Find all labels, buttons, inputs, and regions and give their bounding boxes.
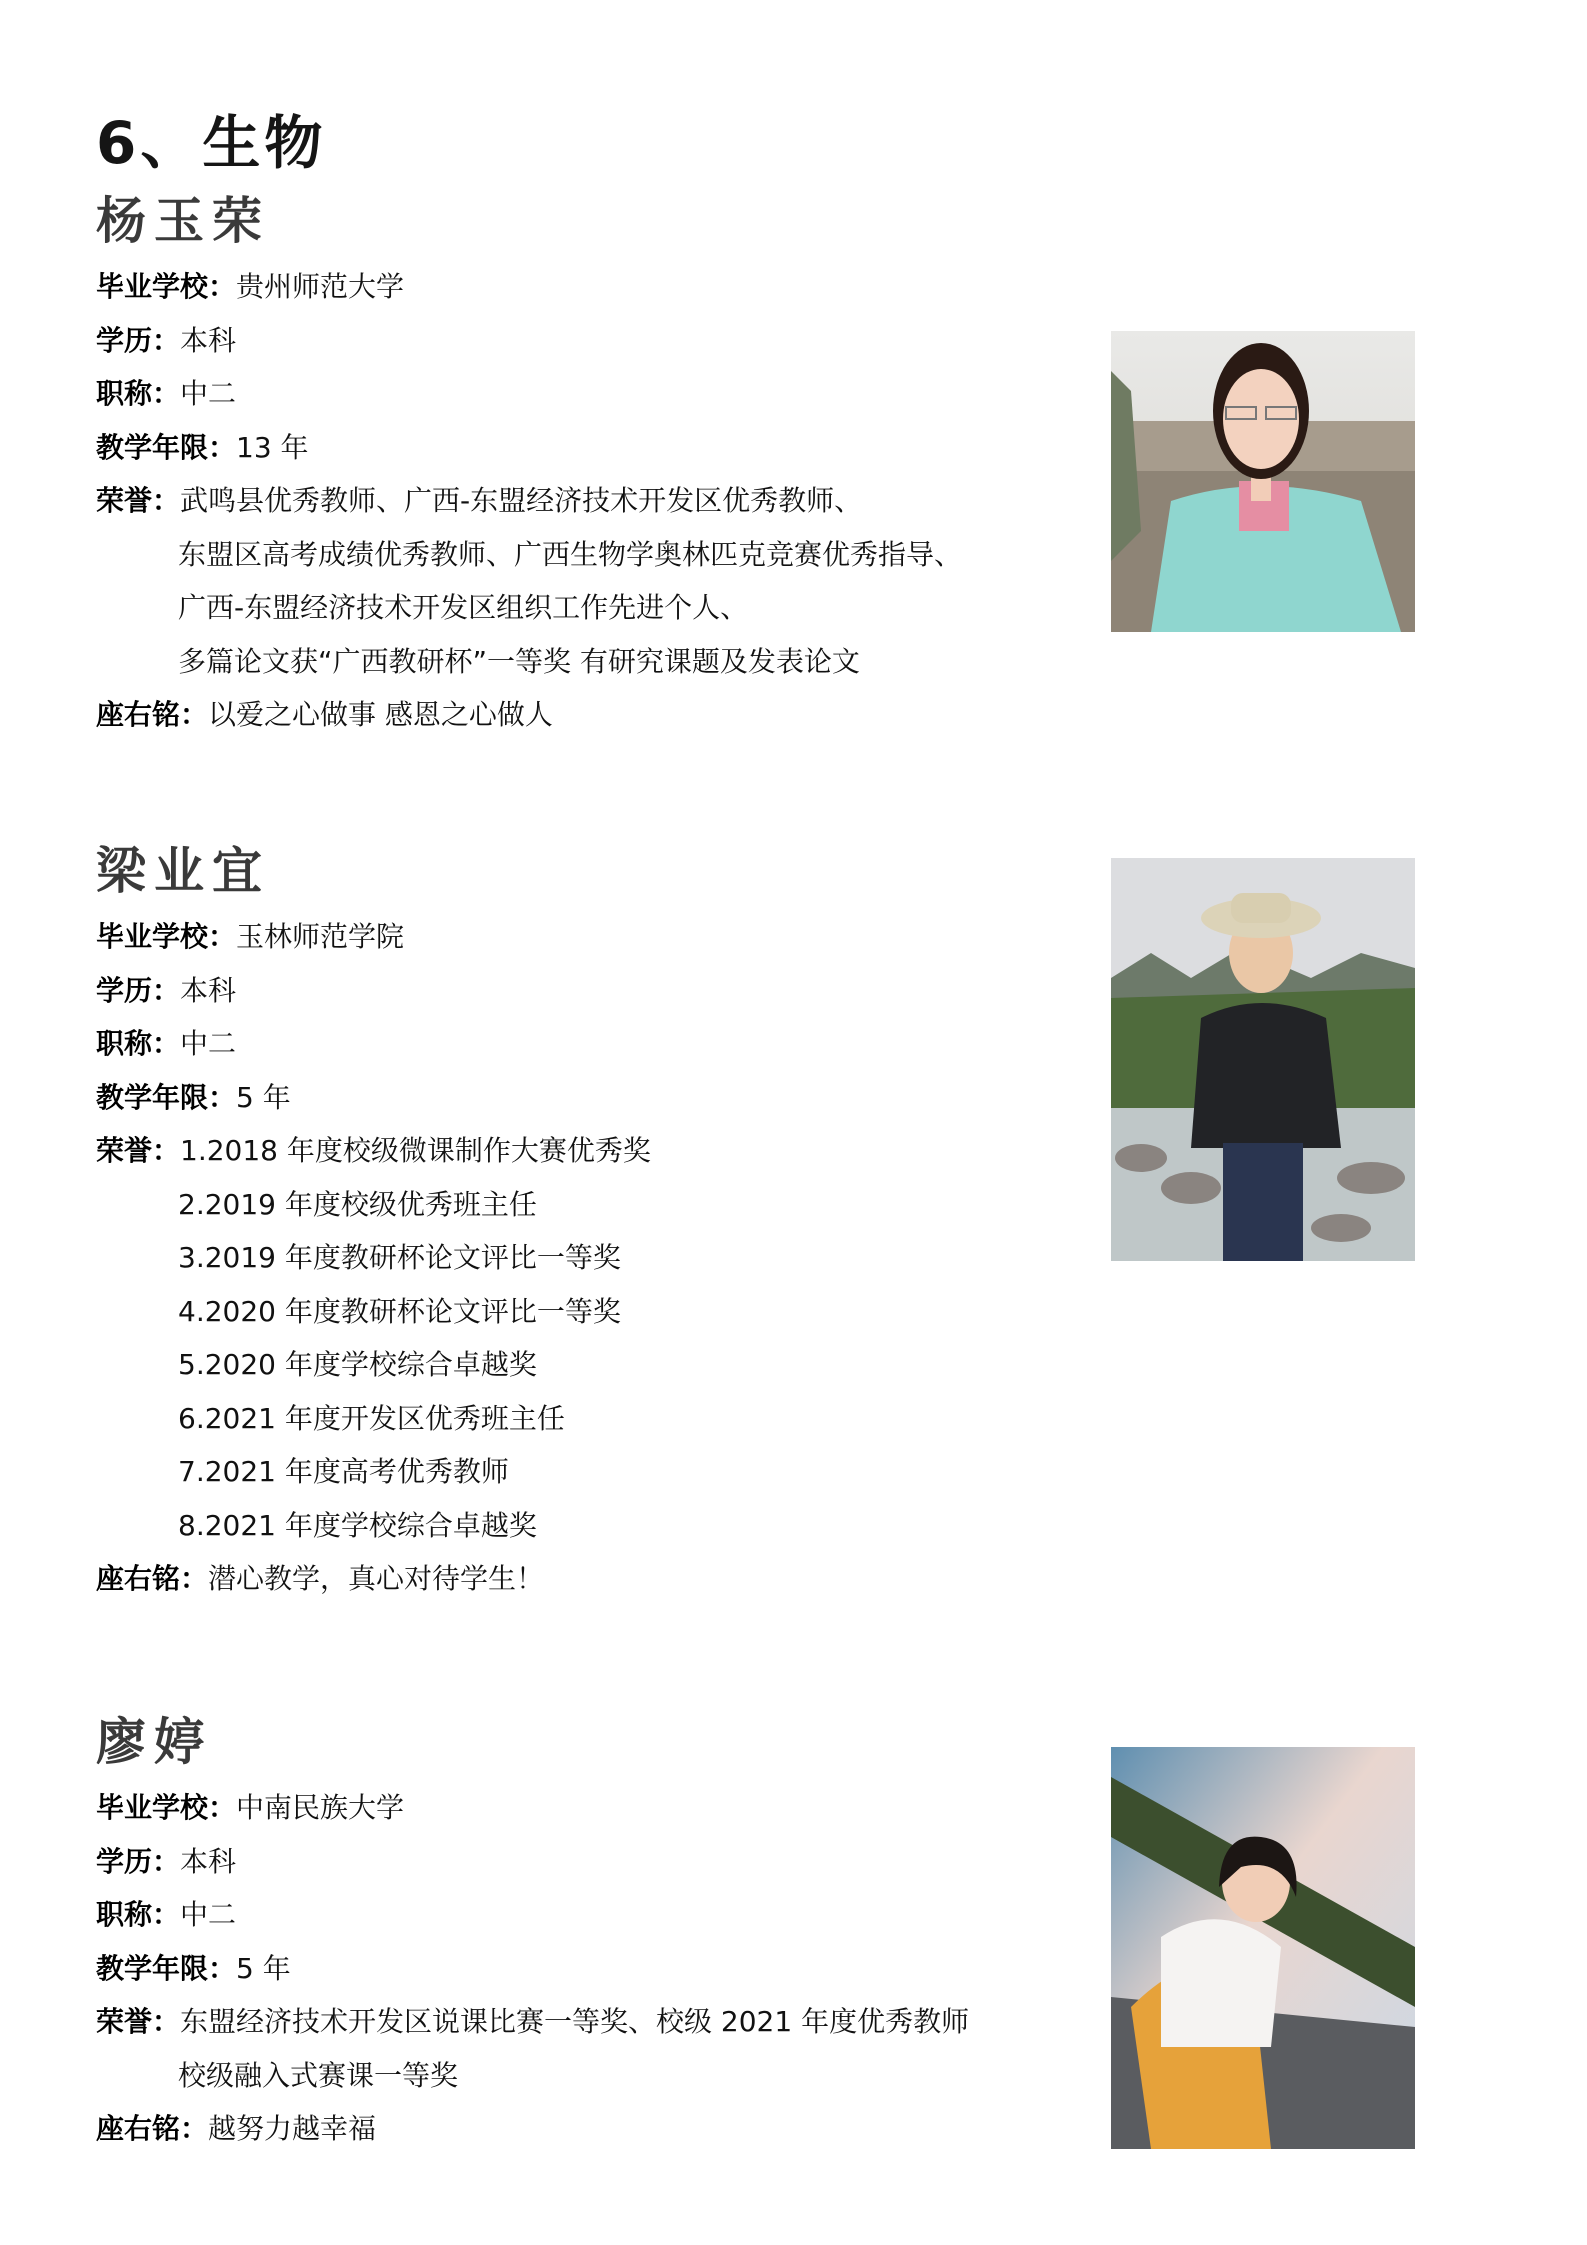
years-value: 5 年 (236, 1951, 291, 1985)
honors-row (96, 1995, 1116, 2049)
school-value: 玉林师范学院 (236, 920, 405, 953)
teacher-name: 廖婷 (96, 1712, 212, 1771)
title-value: 中二 (180, 1898, 237, 1931)
honor-item: 多篇论文获“广西教研杯”一等奖 有研究课题及发表论文 (178, 644, 860, 678)
school-value: 贵州师范大学 (236, 270, 405, 303)
title-label: 职称： (96, 1027, 181, 1060)
education-label: 学历： (96, 1844, 181, 1878)
title-row (96, 1017, 1116, 1071)
years-row (96, 421, 1116, 475)
honors-row (96, 1124, 1116, 1178)
years-label: 教学年限： (96, 1951, 237, 1985)
motto-value: 潜心教学，真心对待学生！ (208, 1562, 545, 1595)
education-label: 学历： (96, 973, 181, 1007)
teacher-profile-1 (96, 182, 1116, 742)
years-label: 教学年限： (96, 430, 237, 464)
title-row (96, 367, 1116, 421)
portrait-image (1111, 858, 1415, 1261)
honor-item: 校级融入式赛课一等奖 (178, 2058, 459, 2092)
portrait-image (1111, 1747, 1415, 2149)
honors-row (96, 474, 1116, 528)
motto-row (96, 688, 1116, 742)
title-label: 职称： (96, 1898, 181, 1931)
honor-item: 6.2021 年度开发区优秀班主任 (178, 1401, 565, 1435)
years-row (96, 1942, 1116, 1996)
teacher-profile-2 (96, 832, 1116, 1606)
honor-item: 5.2020 年度学校综合卓越奖 (178, 1348, 537, 1381)
school-row (96, 910, 1116, 964)
teacher-photo-1 (1111, 331, 1415, 632)
honor-item: 2.2019 年度校级优秀班主任 (178, 1187, 537, 1221)
motto-row (96, 2102, 1116, 2156)
teacher-photo-3 (1111, 1747, 1415, 2149)
title-row (96, 1888, 1116, 1942)
school-label: 毕业学校： (96, 270, 237, 303)
honor-item: 东盟区高考成绩优秀教师、广西生物学奥林匹克竞赛优秀指导、 (178, 537, 963, 571)
honors-label: 荣誉： (96, 484, 181, 517)
honor-item: 武鸣县优秀教师、广西-东盟经济技术开发区优秀教师、 (180, 484, 863, 517)
honor-item: 7.2021 年度高考优秀教师 (178, 1455, 509, 1488)
honor-item: 4.2020 年度教研杯论文评比一等奖 (178, 1294, 621, 1328)
teacher-photo-2 (1111, 858, 1415, 1261)
teacher-name: 梁业宜 (96, 841, 270, 900)
years-value: 13 年 (236, 430, 309, 464)
years-value: 5 年 (236, 1080, 291, 1114)
honor-item: 广西-东盟经济技术开发区组织工作先进个人、 (178, 591, 749, 624)
motto-label: 座右铭： (96, 2112, 209, 2145)
title-value: 中二 (180, 1027, 237, 1060)
motto-value: 以爱之心做事 感恩之心做人 (208, 698, 553, 731)
education-row (96, 1835, 1116, 1889)
teacher-profile-3 (96, 1703, 1116, 2156)
school-row (96, 1781, 1116, 1835)
years-row (96, 1071, 1116, 1125)
teacher-name: 杨玉荣 (96, 191, 270, 250)
motto-label: 座右铭： (96, 698, 209, 731)
school-label: 毕业学校： (96, 920, 237, 953)
years-label: 教学年限： (96, 1080, 237, 1114)
education-row (96, 964, 1116, 1018)
honor-item: 8.2021 年度学校综合卓越奖 (178, 1508, 537, 1542)
motto-row (96, 1552, 1116, 1606)
school-value: 中南民族大学 (236, 1791, 405, 1824)
honor-item: 3.2019 年度教研杯论文评比一等奖 (178, 1241, 621, 1274)
education-value: 本科 (180, 1844, 237, 1878)
education-row (96, 314, 1116, 368)
section-title: 6、生物 (96, 109, 327, 177)
school-row (96, 260, 1116, 314)
honor-item: 1.2018 年度校级微课制作大赛优秀奖 (180, 1134, 651, 1167)
education-value: 本科 (180, 323, 237, 357)
education-value: 本科 (180, 973, 237, 1007)
title-label: 职称： (96, 377, 181, 410)
school-label: 毕业学校： (96, 1791, 237, 1824)
honors-label: 荣誉： (96, 1134, 181, 1167)
honor-item: 东盟经济技术开发区说课比赛一等奖、校级 2021 年度优秀教师 (180, 2005, 970, 2038)
title-value: 中二 (180, 377, 237, 410)
education-label: 学历： (96, 323, 181, 357)
motto-label: 座右铭： (96, 1562, 209, 1595)
honors-label: 荣誉： (96, 2005, 181, 2038)
motto-value: 越努力越幸福 (208, 2112, 377, 2145)
portrait-image (1111, 331, 1415, 632)
